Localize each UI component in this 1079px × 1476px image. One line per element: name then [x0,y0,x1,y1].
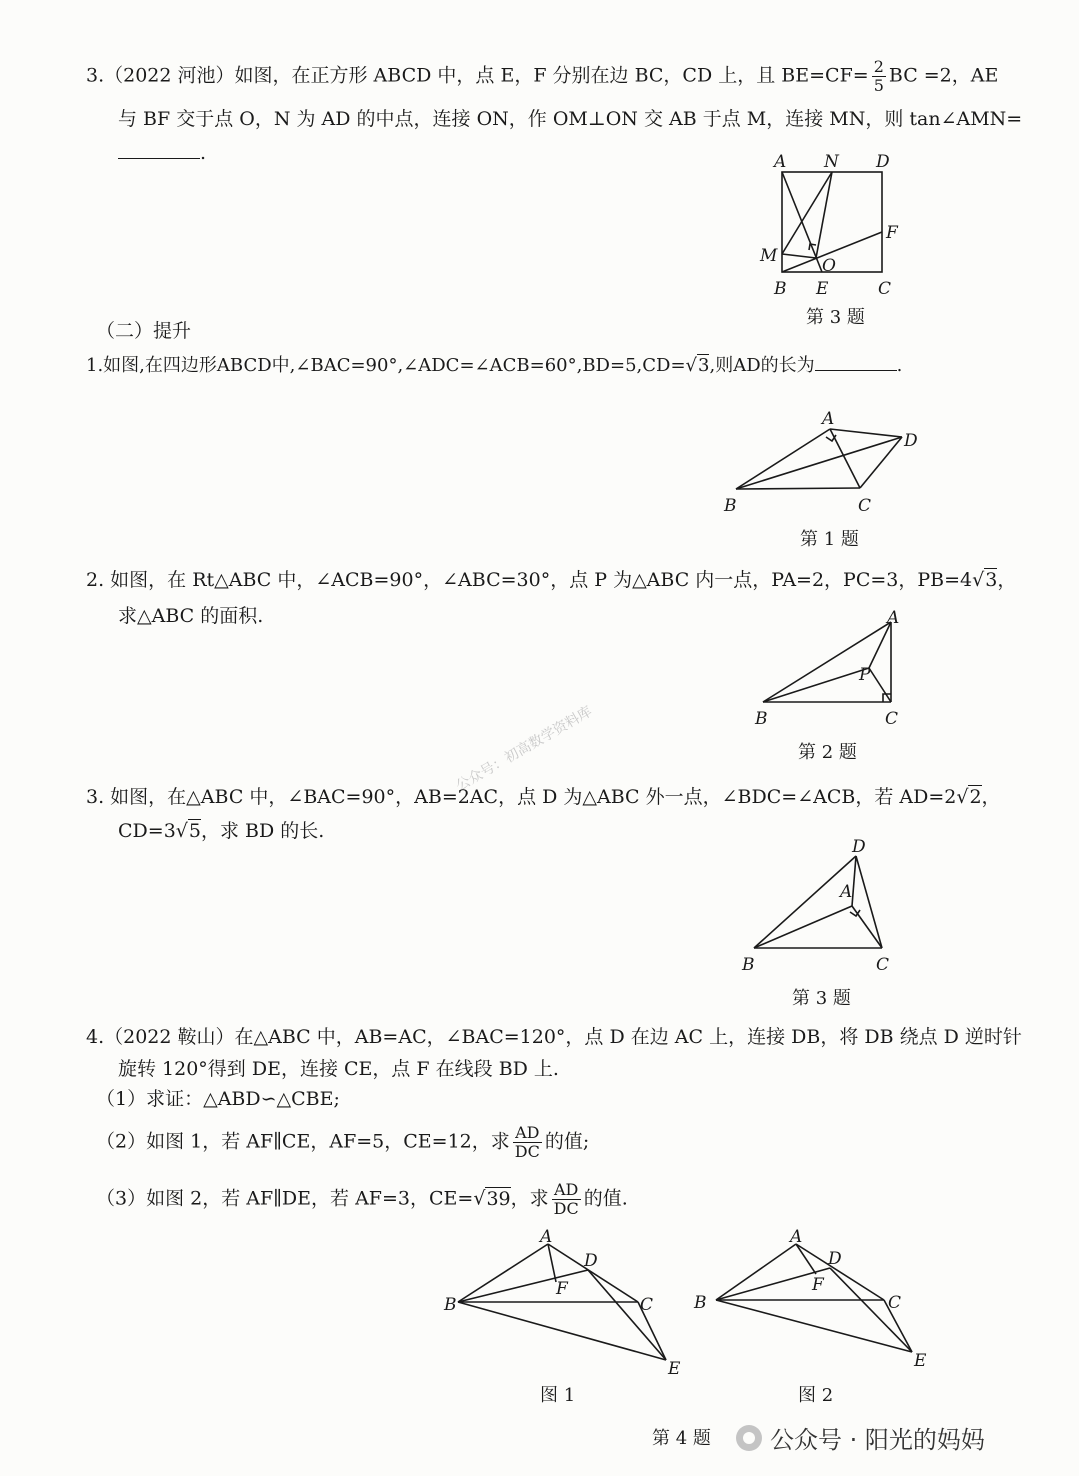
label-A: A [840,882,853,902]
p4-line1: 4.（2022 鞍山）在△ABC 中，AB=AC，∠BAC=120°，点 D 在边 AC 上，连接 DB，将 DB 绕点 D 逆时针 [86,1026,1022,1048]
label-F: F [812,1275,824,1295]
fig1-caption: 图 1 [540,1385,576,1406]
figure-p4-fig1 [440,1226,690,1376]
figure-p1-quadrilateral [712,405,932,515]
p1-caption: 第 1 题 [800,529,859,550]
label-F: F [886,223,898,243]
watermark: 公众号：初高数学资料库 [453,703,595,795]
label-C: C [885,709,899,729]
label-C: C [878,279,892,299]
label-B: B [694,1293,707,1313]
wechat-logo-icon [736,1425,762,1451]
label-A: A [540,1227,553,1247]
label-D: D [904,431,918,451]
q3a-line1: 3.（2022 河池）如图，在正方形 ABCD 中，点 E，F 分别在边 BC，CD 上，且 BE=CF= $\frac{2}{5}$ BC =2，AE [86,57,999,95]
answer-blank [815,370,897,371]
footer-text: 公众号 · 阳光的妈妈 [770,1426,985,1454]
label-B: B [742,955,755,975]
p4-line2: 旋转 120°得到 DE，连接 CE，点 F 在线段 BD 上. [118,1058,559,1080]
label-D: D [828,1249,842,1269]
label-C: C [876,955,890,975]
label-B: B [774,279,787,299]
answer-blank [118,158,200,159]
fraction: $\frac{AD}{DC}$ [553,1180,579,1218]
label-D: D [852,837,866,857]
fraction: $\frac{2}{5}$ [873,57,884,95]
label-C: C [858,496,872,515]
fraction: $\frac{AD}{DC}$ [514,1123,540,1161]
label-F: F [556,1279,568,1299]
p2-caption: 第 2 题 [798,742,857,763]
label-D: D [876,152,890,172]
label-N: N [824,152,839,172]
p4-caption: 第 4 题 [652,1428,711,1449]
label-B: B [444,1295,457,1315]
figure-p3-triangle [738,830,908,976]
fig2-caption: 图 2 [798,1385,834,1406]
section-title: （二）提升 [96,320,192,342]
label-E: E [914,1351,927,1371]
p3-line1: 3. 如图，在△ABC 中，∠BAC=90°，AB=2AC，点 D 为△ABC 外一点，∠BDC=∠ACB，若 AD=2√2， [86,786,1001,808]
q3a-line3: . [118,140,206,166]
label-E: E [816,279,829,299]
p2-line1: 2. 如图，在 Rt△ABC 中，∠ACB=90°，∠ABC=30°，点 P 为△ABC 内一点，PA=2，PC=3，PB=4√3， [86,569,1017,591]
label-A: A [790,1227,803,1247]
label-P: P [859,665,871,685]
label-A: A [887,608,900,628]
p3-line2: CD=3√5，求 BD 的长. [118,820,325,842]
q3a-caption: 第 3 题 [806,307,865,328]
p4-sub1: （1）求证：△ABD∽△CBE; [96,1088,340,1110]
p4-sub2: （2）如图 1，若 AF∥CE，AF=5，CE=12，求 $\frac{AD}{DC}$ 的值; [96,1123,590,1161]
label-M: M [760,246,778,266]
figure-p2-triangle [745,606,915,732]
label-O: O [822,256,836,276]
p2-line2: 求△ABC 的面积. [118,605,264,627]
label-D: D [584,1251,598,1271]
p4-sub3: （3）如图 2，若 AF∥DE，若 AF=3，CE=√39，求 $\frac{AD}{DC}$ 的值. [96,1180,628,1218]
footer [736,1420,985,1455]
q3a-line2: 与 BF 交于点 O，N 为 AD 的中点，连接 ON，作 OM⊥ON 交 AB 于点 M，连接 MN，则 tan∠AMN= [118,108,1023,130]
label-C: C [640,1295,654,1315]
label-A: A [774,152,787,172]
p3-caption: 第 3 题 [792,988,851,1009]
label-C: C [888,1293,902,1313]
label-B: B [755,709,768,729]
figure-q3a-square [750,148,910,304]
label-B: B [724,496,737,515]
label-A: A [822,409,835,429]
label-E: E [668,1359,681,1376]
figure-p4-fig2 [690,1226,940,1376]
p1-text: 1.如图,在四边形ABCD中,∠BAC=90°,∠ADC=∠ACB=60°,BD=5,CD=√3,则AD的长为 . [86,355,903,376]
